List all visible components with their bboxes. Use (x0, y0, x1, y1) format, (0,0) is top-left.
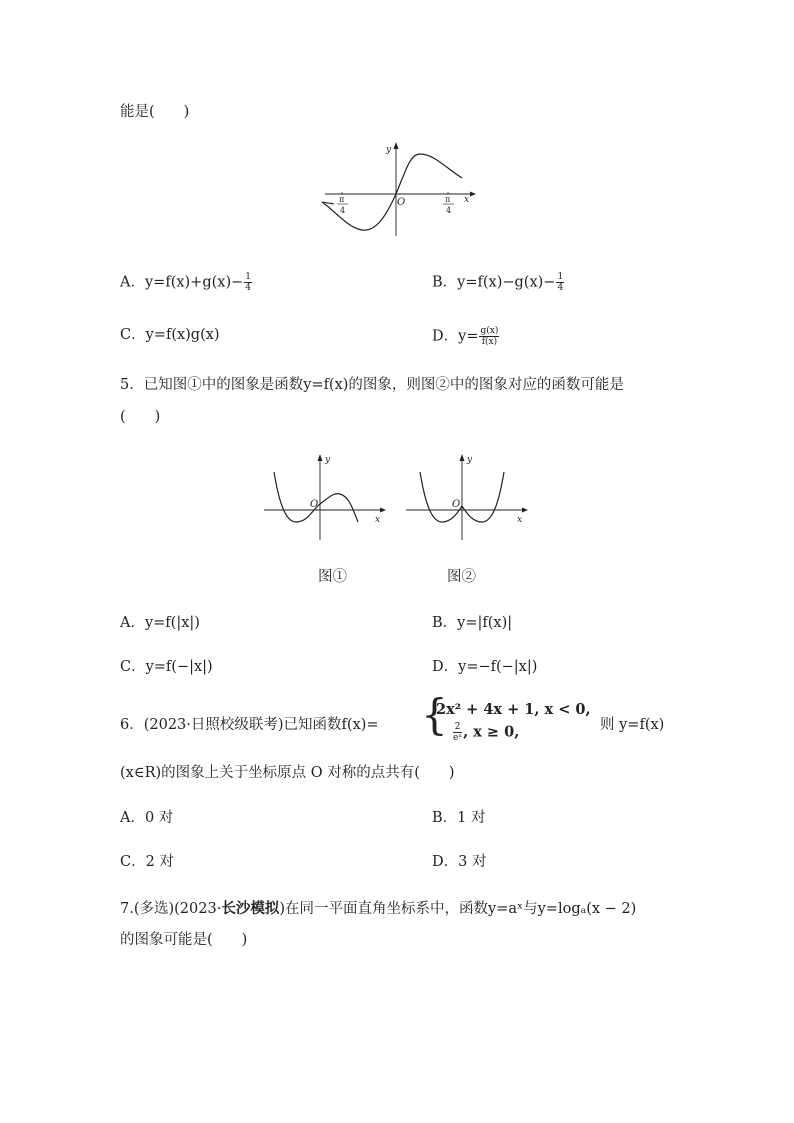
q5-option-c[interactable]: C．y=f(−|x|) (120, 659, 213, 675)
q7-line1: 7.(多选)(2023·长沙模拟)在同一平面直角坐标系中，函数y=aˣ与y=logₐ(x − 2) (120, 900, 637, 917)
q6-case2-frac: $\frac{2}{\text{eˣ}}$ (453, 722, 463, 743)
q4-pos-pi: π (445, 195, 451, 204)
svg-text:O: O (310, 499, 319, 510)
q4-curve (322, 154, 462, 230)
q4-neg-four: 4 (340, 206, 346, 215)
q4-option-c[interactable]: C．y=f(x)g(x) (120, 327, 220, 343)
svg-text:x: x (375, 515, 381, 525)
q5-option-d[interactable]: D．y=−f(−|x|) (432, 659, 538, 675)
q4-neg-pi: π (339, 195, 345, 204)
q4-option-d[interactable]: D．y= $\frac{g(x)}{f(x)}$ (432, 326, 499, 347)
q5-caption-1: 图① (318, 569, 347, 585)
q6-option-a[interactable]: A．0 对 (120, 810, 174, 826)
q6-option-c[interactable]: C．2 对 (120, 854, 174, 870)
q6-case2: $\frac{2}{\text{eˣ}}$ , x ≥ 0, (453, 722, 520, 743)
q4-y-label: y (386, 145, 392, 155)
q5-option-b[interactable]: B．y=|f(x)| (432, 615, 513, 631)
q4-neg-sign: − (326, 199, 334, 209)
q6-prefix: 6．(2023·日照校级联考)已知函数f(x)= (120, 717, 379, 733)
q4-option-b-frac: $\frac{1}{4}$ (557, 272, 564, 293)
q5-stem-line1: 5．已知图①中的图象是函数y=f(x)的图象，则图②中的图象对应的函数可能是 (120, 377, 624, 393)
q6-option-b[interactable]: B．1 对 (432, 810, 486, 826)
q5-caption-2: 图② (447, 569, 476, 585)
q6-option-d[interactable]: D．3 对 (432, 854, 487, 870)
q4-x-arrow (470, 192, 476, 197)
q4-option-a[interactable]: A．y=f(x)+g(x)− $\frac{1}{4}$ (120, 272, 251, 293)
q4-stem-tail: 能是( ) (120, 104, 190, 120)
q4-y-arrow (394, 142, 399, 149)
svg-text:O: O (452, 499, 461, 510)
svg-text:y: y (325, 455, 331, 465)
q6-line2: (x∈R)的图象上关于坐标原点 O 对称的点共有( ) (120, 765, 455, 781)
q4-x-label: x (464, 195, 470, 205)
svg-text:x: x (517, 515, 523, 525)
q5-stem-line2: ( ) (120, 409, 161, 425)
q7-line2: 的图象可能是( ) (120, 932, 248, 948)
q4-pos-four: 4 (446, 206, 452, 215)
q5-graph-2 (404, 452, 534, 542)
q4-option-d-frac: $\frac{g(x)}{f(x)}$ (480, 326, 499, 347)
q5g1-curve (274, 472, 358, 522)
q5-option-a[interactable]: A．y=f(|x|) (120, 615, 200, 631)
q5-graph-1 (262, 452, 392, 542)
q4-origin: O (397, 197, 406, 208)
svg-text:y: y (467, 455, 473, 465)
q4-graph (320, 140, 480, 240)
q4-option-b[interactable]: B．y=f(x)−g(x)− $\frac{1}{4}$ (432, 272, 564, 293)
q6-brace: { (421, 690, 448, 739)
q4-option-a-frac: $\frac{1}{4}$ (245, 272, 251, 293)
q6-case1: 2x² + 4x + 1, x < 0, (436, 701, 591, 718)
q6-suffix: 则 y=f(x) (600, 717, 665, 733)
